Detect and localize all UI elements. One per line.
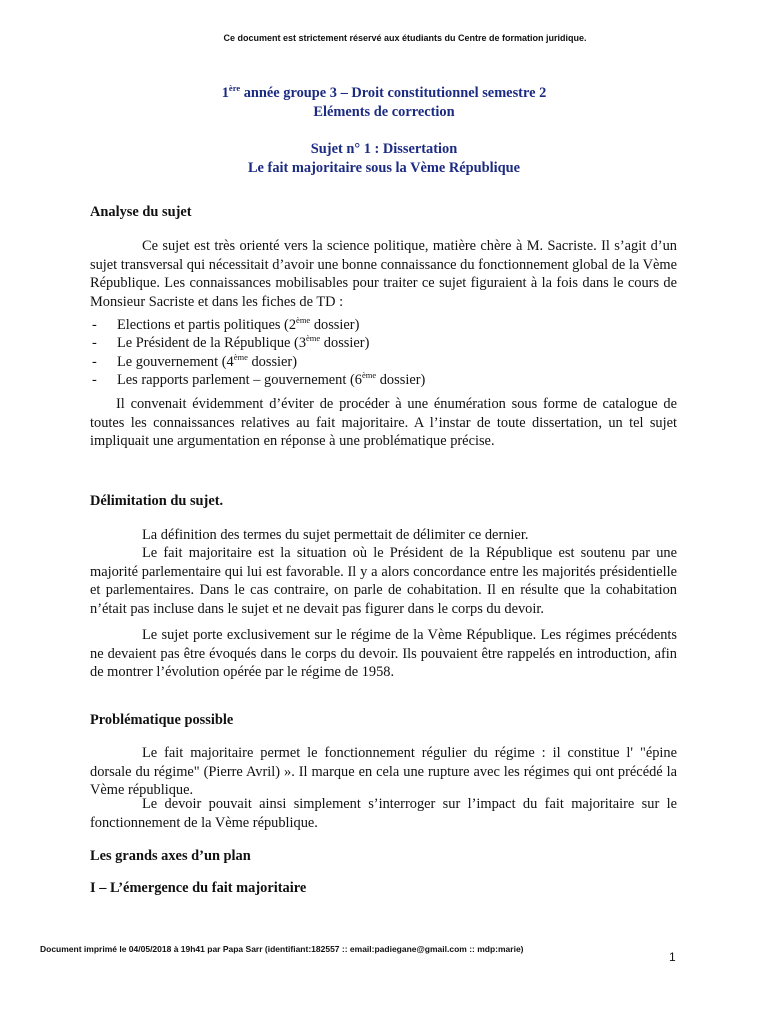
page-number: 1 [669,950,676,964]
title-ordinal: 1 [221,85,229,101]
heading-analyse: Analyse du sujet [90,204,192,220]
delimitation-paragraph-1: La définition des termes du sujet permettait de délimiter ce dernier. [142,527,529,543]
list-item: - Le Président de la République (3ème dossier) [92,333,370,352]
delimitation-paragraph-3: Le sujet porte exclusivement sur le régime de la Vème République. Les régimes précédents ne devaient pas être évoqués dans le corps du devoir. Ils pouvaient être rappelés en introduction, afin de montrer l’évolution opérée par le régime de 1958. [90,627,677,681]
list-item: - Les rapports parlement – gouvernement (6ème dossier) [92,370,426,389]
analyse-paragraph [90,237,677,311]
print-footer: Document imprimé le 04/05/2018 à 19h41 par Papa Sarr (identifiant:182557 :: email:padiegane@gmail.com :: mdp:marie) [40,944,524,954]
subject-topic: Le fait majoritaire sous la Vème République [247,160,521,176]
title-ordinal-sup: ère [228,83,241,93]
title-block [0,84,768,178]
list-item: - Le gouvernement (4ème dossier) [92,351,298,370]
analyse-paragraph-2: Il convenait évidemment d’éviter de procéder à une énumération sous forme de catalogue de toutes les connaissances relatives au fait majoritaire. A l’instar de toute dissertation, un tel sujet impliquait une argumentation en réponse à une problématique précise. [90,396,677,450]
title-course: année groupe 3 – Droit constitutionnel semestre 2 [240,85,547,101]
problematique-paragraph-2: Le devoir pouvait ainsi simplement s’interroger sur l’impact du fait majoritaire sur le fonctionnement de la Vème république. [90,796,677,831]
dossier-list [90,316,677,390]
header-notice: Ce document est strictement réservé aux étudiants du Centre de formation juridique. [223,33,587,43]
delimitation-paragraph-2: Le fait majoritaire est la situation où le Président de la République est soutenu par une majorité parlementaire qui lui est favorable. Il y a alors concordance entre les majorités présidentielle et parlementaires. Dans le cas contraire, on parle de cohabitation. Il en résulte que la cohabitation n’était pas incluse dans le sujet et ne devait pas figurer dans le corps du devoir. [90,545,677,617]
heading-problematique: Problématique possible [90,712,234,728]
title-line-1 [0,84,768,103]
list-item: - Elections et partis politiques (2ème dossier) [92,315,360,333]
title-line-2: Eléments de correction [313,104,455,120]
analyse-paragraph-text: Ce sujet est très orienté vers la science politique, matière chère à M. Sacriste. Il s’agit d’un sujet transversal qui nécessitait d’avoir une bonne connaissance du fonctionnement global de la Vème République. Les connaissances mobilisables pour traiter ce sujet figuraient à la fois dans le cours de Monsieur Sacriste et dans les fiches de TD : [90,238,677,310]
heading-delimitation: Délimitation du sujet. [90,493,224,509]
heading-plan: Les grands axes d’un plan [90,848,251,864]
subject-number: Sujet n° 1 : Dissertation [310,141,458,157]
problematique-paragraph-1: Le fait majoritaire permet le fonctionnement régulier du régime : il constitue l' "épine dorsale du régime" (Pierre Avril) ». Il marque en cela une rupture avec les régimes qui ont précédé la Vème république. [90,745,677,799]
plan-part-1: I – L’émergence du fait majoritaire [90,880,307,896]
